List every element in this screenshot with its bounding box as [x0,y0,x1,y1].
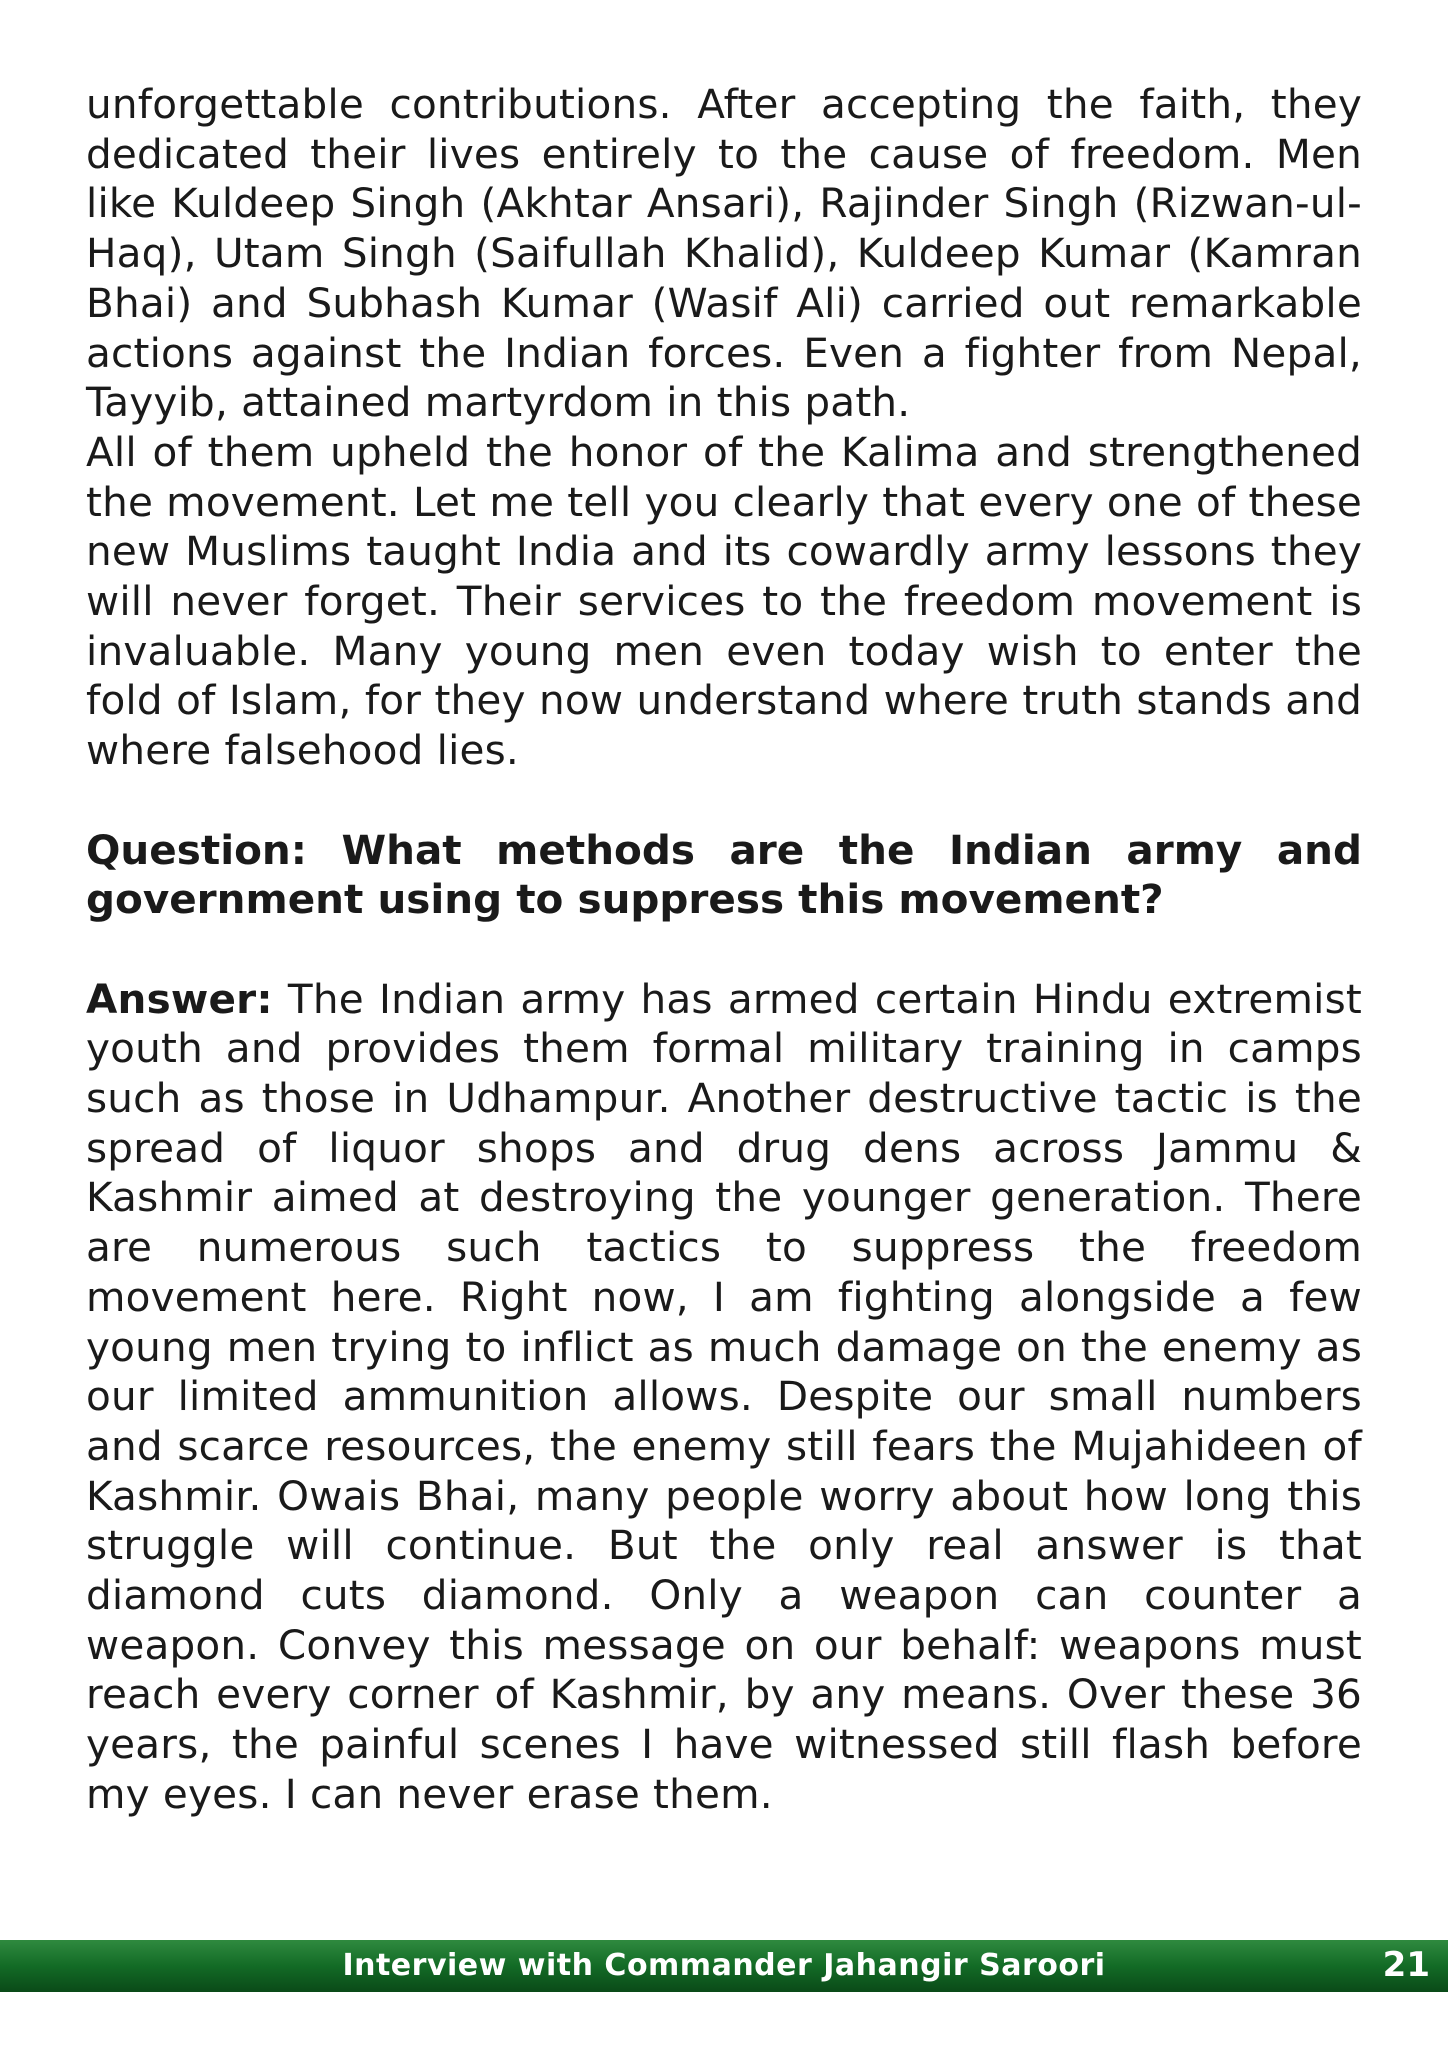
question-heading: Question: What methods are the Indian army and government using to suppress this movement? [86,825,1362,924]
answer-label: Answer: [86,974,273,1023]
page-number: 21 [1382,1945,1430,1985]
footer-title: Interview with Commander Jahangir Saroori [342,1948,1106,1983]
paragraph-1: unforgettable contributions. After accepting the faith, they dedicated their lives entirely to the cause of freedom. Men like Kuldeep Singh (Akhtar Ansari), Rajinder Singh (Rizwan-ul-Haq), Utam Singh (Saifullah Khalid), Kuldeep Kumar (Kamran Bhai) and Subhash Kumar (Wasif Ali) carried out remarkable actions against the Indian forces. Even a fighter from Nepal, Tayyib, attained martyrdom in this path. [86,80,1362,427]
page-content [86,80,1362,1820]
paragraph-2: All of them upheld the honor of the Kalima and strengthened the movement. Let me tell you clearly that every one of these new Muslims taught India and its cowardly army lessons they will never forget. Their services to the freedom movement is invaluable. Many young men even today wish to enter the fold of Islam, for they now understand where truth stands and where falsehood lies. [86,427,1362,775]
footer-bar [0,1940,1448,1992]
answer-text: The Indian army has armed certain Hindu extremist youth and provides them formal military training in camps such as those in Udhampur. Another destructive tactic is the spread of liquor shops and drug dens across Jammu & Kashmir aimed at destroying the younger generation. There are numerous such tactics to suppress the freedom movement here. Right now, I am fighting alongside a few young men trying to inflict as much damage on the enemy as our limited ammunition allows. Despite our small numbers and scarce resources, the enemy still fears the Mujahideen of Kashmir. Owais Bhai, many people worry about how long this struggle will continue. But the only real answer is that diamond cuts diamond. Only a weapon can counter a weapon. Convey this message on our behalf: weapons must reach every corner of Kashmir, by any means. Over these 36 years, the painful scenes I have witnessed still flash before my eyes. I can never erase them. [86,974,1362,1818]
answer-paragraph [86,975,1362,1820]
